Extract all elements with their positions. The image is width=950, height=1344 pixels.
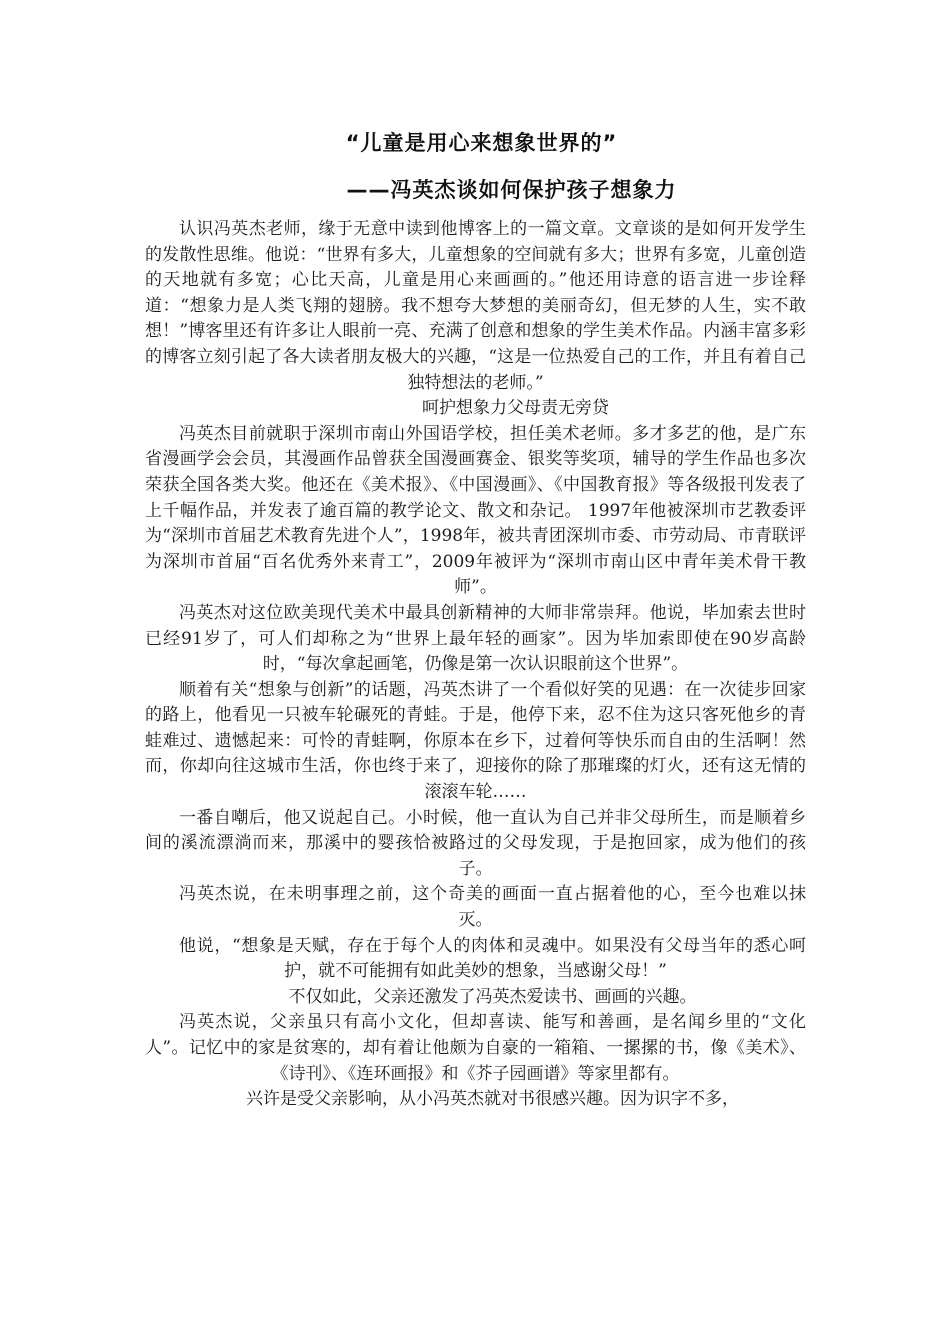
paragraph: 兴许是受父亲影响，从小冯英杰就对书很感兴趣。因为识字不多，	[246, 1089, 739, 1110]
paragraph: 认识冯英杰老师，缘于无意中读到他博客上的一篇文章。文章谈的是如何开发学生的发散性思维。他说：“世界有多大，儿童想象的空间就有多大；世界有多宽，儿童创造的天地就有多宽；心比天高，儿童是用心来画画的。”他还用诗意的语言进一步诠释道：“想象力是人类飞翔的翅膀。我不想夸大梦想的美丽奇幻，但无梦的人生，实不敢想！”博客里还有许多让人眼前一亮、充满了创意和想象的学生美术作品。内涵丰富多彩的博客立刻引起了各大读者朋友极大的兴趣，“这是一位热爱自己的工作，并且有着自己独特想法的老师。”	[145, 219, 806, 393]
paragraph: 冯英杰目前就职于深圳市南山外国语学校，担任美术老师。多才多艺的他，是广东省漫画学会会员，其漫画作品曾获全国漫画赛金、银奖等奖项，辅导的学生作品也多次荣获全国各类大奖。他还在《美术报》、《中国漫画》、《中国教育报》等各级报刊发表了上千幅作品，并发表了逾百篇的教学论文、散文和杂记。 1997年他被深圳市艺教委评为“深圳市首届艺术教育先进个人”，1998年，被共青团深圳市委、市劳动局、市青联评为深圳市首届“百名优秀外来青工”，2009年被评为“深圳市南山区中青年美术骨干教师”。	[145, 423, 806, 598]
paragraph: 顺着有关“想象与创新”的话题，冯英杰讲了一个看似好笑的见遇：在一次徒步回家的路上，他看见一只被车轮碾死的青蛙。于是，他停下来，忍不住为这只客死他乡的青蛙难过、遗憾起来：可怜的青蛙啊，你原本在乡下，过着何等快乐而自由的生活啊！然而，你却向往这城市生活，你也终于来了，迎接你的除了那璀璨的灯火，还有这无情的滚滚车轮……	[145, 679, 806, 803]
paragraph: 一番自嘲后，他又说起自己。小时候，他一直认为自己并非父母所生，而是顺着乡间的溪流漂淌而来，那溪中的婴孩恰被路过的父母发现，于是抱回家，成为他们的孩子。	[145, 807, 806, 879]
section-heading: 呵护想象力父母责无旁贷	[422, 398, 609, 419]
paragraph: 他说，“想象是天赋，存在于每个人的肉体和灵魂中。如果没有父母当年的悉心呵护，就不可能拥有如此美妙的想象，当感谢父母！”	[179, 935, 806, 982]
article-subtitle: ——冯英杰谈如何保护孩子想象力	[346, 178, 677, 202]
document-page	[145, 128, 806, 1113]
paragraph: 冯英杰对这位欧美现代美术中最具创新精神的大师非常崇拜。他说，毕加索去世时已经91岁了，可人们却称之为“世界上最年轻的画家”。因为毕加索即使在90岁高龄时，“每次拿起画笔，仍像是第一次认识眼前这个世界”。	[145, 602, 806, 675]
article-body	[145, 217, 806, 1113]
article-title: “儿童是用心来想象世界的”	[345, 131, 618, 155]
paragraph: 冯英杰说，在未明事理之前，这个奇美的画面一直占据着他的心，至今也难以抹灭。	[179, 884, 806, 931]
paragraph: 不仅如此，父亲还激发了冯英杰爱读书、画画的兴趣。	[288, 986, 697, 1007]
paragraph: 冯英杰说，父亲虽只有高小文化，但却喜读、能写和善画，是名闻乡里的“文化人”。记忆中的家是贫寒的，却有着让他颇为自豪的一箱箱、一摞摞的书，像《美术》、《诗刊》、《连环画报》和《芥子园画谱》等家里都有。	[145, 1012, 806, 1084]
